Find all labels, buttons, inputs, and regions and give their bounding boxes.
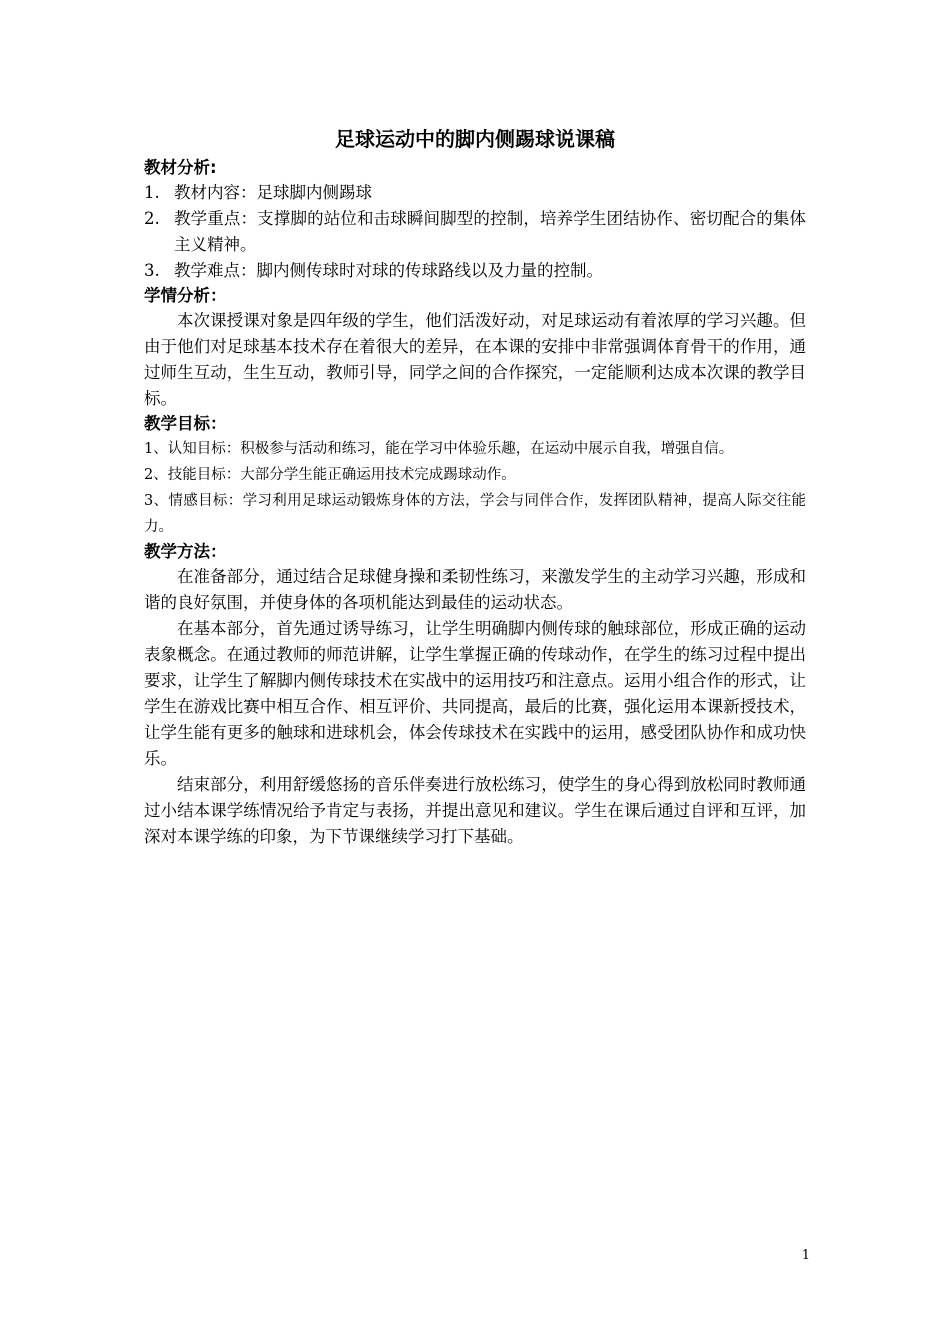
- list-text: 教材内容：足球脚内侧踢球: [174, 183, 372, 202]
- goal-item: 1、认知目标：积极参与活动和练习，能在学习中体验乐趣，在运动中展示自我，增强自信。: [144, 441, 734, 457]
- paragraph: 结束部分，利用舒缓悠扬的音乐伴奏进行放松练习，使学生的身心得到放松同时教师通过小结本课学练情况给予肯定与表扬，并提出意见和建议。学生在课后通过自评和互评，加深对本课学练的印象，为下节课继续学习打下基础。: [144, 775, 806, 846]
- page-number: 1: [801, 1248, 810, 1263]
- list-number: 2.: [144, 209, 160, 228]
- goal-item: 3、情感目标：学习利用足球运动锻炼身体的方法，学会与同伴合作，发挥团队精神，提高人际交往能力。: [144, 493, 806, 535]
- material-analysis-section: [144, 156, 806, 284]
- list-item: [144, 206, 806, 258]
- list-item: [144, 258, 806, 284]
- paragraph: 在基本部分，首先通过诱导练习，让学生明确脚内侧传球的触球部位，形成正确的运动表象概念。在通过教师的师范讲解，让学生掌握正确的传球动作，在学生的练习过程中提出要求，让学生了解脚内侧传球技术在实战中的运用技巧和注意点。运用小组合作的形式，让学生在游戏比赛中相互合作、相互评价、共同提高，最后的比赛，强化运用本课新授技术，让学生能有更多的触球和进球机会，体会传球技术在实践中的运用，感受团队协作和成功快乐。: [144, 619, 806, 768]
- list-text: 教学重点：支撑脚的站位和击球瞬间脚型的控制，培养学生团结协作、密切配合的集体主义精神。: [174, 209, 806, 254]
- section-heading: 教学目标：: [144, 414, 227, 433]
- list-text: 教学难点：脚内侧传球时对球的传球路线以及力量的控制。: [174, 261, 603, 280]
- section-heading: 教材分析:: [144, 158, 217, 177]
- teaching-goals-section: [144, 412, 806, 540]
- document-title: 足球运动中的脚内侧踢球说课稿: [335, 127, 615, 151]
- section-heading: 学情分析：: [144, 286, 227, 305]
- paragraph: 本次课授课对象是四年级的学生，他们活泼好动，对足球运动有着浓厚的学习兴趣。但由于他们对足球基本技术存在着很大的差异，在本课的安排中非常强调体育骨干的作用，通过师生互动，生生互动，教师引导，同学之间的合作探究，一定能顺利达成本次课的教学目标。: [144, 311, 806, 408]
- goal-item: 2、技能目标：大部分学生能正确运用技术完成踢球动作。: [144, 467, 516, 483]
- teaching-methods-section: [144, 540, 806, 850]
- list-number: 1.: [144, 183, 160, 202]
- student-analysis-section: [144, 284, 806, 412]
- list-item: [144, 180, 806, 206]
- section-heading: 教学方法：: [144, 542, 227, 561]
- list-number: 3.: [144, 261, 160, 280]
- document-body: [144, 124, 806, 850]
- paragraph: 在准备部分，通过结合足球健身操和柔韧性练习，来激发学生的主动学习兴趣，形成和谐的良好氛围，并使身体的各项机能达到最佳的运动状态。: [144, 567, 806, 612]
